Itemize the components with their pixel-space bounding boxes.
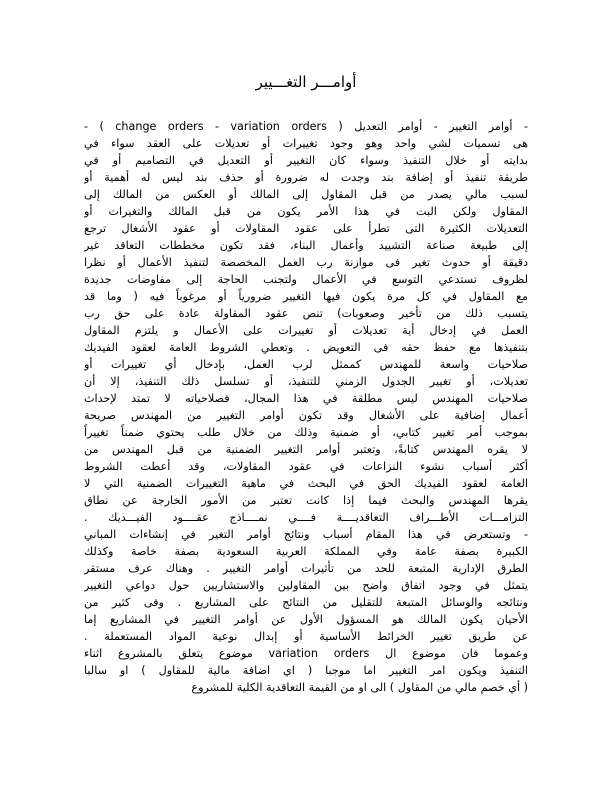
- paragraph-line: - وتستعرض في هذا المقام أسباب ونتائج أوامر التغير في إنشاءات المباني: [84, 528, 528, 541]
- paragraph-line: بدايته أو خلال التنفيذ وسواء كان التغيير أو التعديل في التصاميم أو في: [84, 154, 528, 167]
- paragraph-line: إلى طبيعة صناعة التشييد وأعمال البناء، فقد تكون مخططات التعاقد غير: [84, 239, 528, 252]
- page-title: أوامـــر التغـــيير: [255, 73, 357, 91]
- paragraph-line: تعديلات، أو تغيير الجدول الزمني للتنفيذ، أو تسلسل ذلك التنفيذ، إلا أن: [84, 375, 528, 388]
- paragraph-line: ( أي خصم مالي من المقاول ) الى او من القيمة التعاقدية الكلية للمشروع: [191, 681, 528, 694]
- paragraph-line: أعمال إضافية على الأشغال وقد تكون أوامر التغيير من المهندس صريحة: [84, 409, 528, 422]
- paragraph-line: هى تسميات لشي واحد وهو وجود تغييرات أو تعديلات على العقد سواء في: [84, 137, 528, 150]
- paragraph-line: مع المقاول في كل مرة يكون فيها التغيير ضرورياً أو مرغوباً فيه ( وما قد: [84, 290, 528, 303]
- paragraph-line: صلاحيات المهندس ليس مطلقة في هذا المجال، فصلاحياته لا تمتد لإحداث: [84, 392, 528, 405]
- paragraph-line: أكثر أسباب نشوء النزاعات في عقود المقاولات، وقد أعطت الشروط: [84, 460, 528, 473]
- paragraph-line: لا يقره المهندس كتابةً، وتعتبر أوامر التغيير الضمنية من قبل المهندس من: [84, 443, 528, 456]
- paragraph-line: المقاول ولكن البت في هذا الأمر يكون من قبل المالك والتغيرات أو: [84, 205, 528, 218]
- paragraph-line: الأحيان يكون المالك هو المسؤول الأول عن أوامر التغيير في المشاريع إما: [84, 613, 528, 626]
- paragraph-line: لسبب مالي يصدر من قبل المقاول إلى المالك أو العكس من المالك إلى: [84, 188, 528, 201]
- paragraph-line: لظروف تستدعي التوسع في الأعمال ولتجنب الحاجة إلى مفاوضات جديدة: [84, 273, 528, 286]
- paragraph-line: العامة لعقود الفيديك الحق في البحث في ماهية التغييرات الضمنية التي لا: [84, 477, 528, 490]
- paragraph-line: عن طريق تغيير الخرائط الأساسية أو إبدال نوعية المواد المستعملة .: [84, 630, 528, 643]
- paragraph-line: التزامـــات الأطـــراف التعاقديــــة فــــي نمــــاذج عقــــود الفيـــديك .: [84, 511, 528, 524]
- paragraph-line: بموجب أمر تغيير كتابي، أو ضمنية وذلك من خلال طلب يحتوي ضمناً تغييراً: [84, 426, 528, 439]
- paragraph-line: يتسبب ذلك من تأخير وصعوبات) تنص عقود المقاولة عادة على حق رب: [84, 307, 528, 320]
- paragraph-line: الكبيرة بصفة عامة وفي المملكة العربية السعودية بصفة خاصة وكذلك: [84, 545, 528, 558]
- paragraph-line: دقيقة أو حدوث تغير فى موازنة رب العمل المخصصة لتنفيذ الأعمال أو نظرا: [84, 256, 528, 269]
- paragraph-line: بتنفيذها مع حفظ حقه فى التعويض . وتعطي الشروط العامة لعقود الفيديك: [84, 341, 528, 354]
- paragraph-line: الطرق الإدارية المتبعة للحد من تأثيرات أوامر التغيير . وهناك عرف مستقر: [84, 562, 528, 575]
- paragraph-line: طريقة تنفيذ أو إضافة بند وجدت له ضرورة أو حذف بند ليس له أهمية أو: [84, 171, 528, 184]
- paragraph-line: وعموما فان موضوع ال variation orders موضوع يتعلق بالمشروع اثناء: [84, 647, 528, 660]
- paragraph-line: يتمثل في وجود اتفاق واضح بين المقاولين والاستشاريين حول دواعي التغيير: [84, 579, 528, 592]
- paragraph-line: التنفيذ ويكون امر التغيير اما موجبا ( اي اضافة مالية للمقاول ) او سالبا: [84, 664, 528, 677]
- paragraph-line: يقرها المهندس والبحث فيما إذا كانت تعتبر من الأمور الخارجة عن نطاق: [84, 494, 528, 507]
- paragraph-line: ونتائجه والوسائل المتبعة للتقليل من النتائج على المشاريع . وفى كثير من: [84, 596, 528, 609]
- paragraph-line: التعديلات الكثيرة التى تطرأ على عقود المقاولات أو عقود الأشغال ترجع: [84, 222, 528, 235]
- document-body: [84, 118, 528, 696]
- paragraph-line: صلاحيات واسعة للمهندس كممثل لرب العمل، بإدخال أي تغييرات أو: [84, 358, 528, 371]
- paragraph-line: - أوامر التغيير - أوامر التعديل ( change orders - variation orders ) -: [84, 120, 528, 133]
- paragraph-line: العمل في إدخال أية تعديلات أو تغييرات على الأعمال و يلتزم المقاول: [84, 324, 528, 337]
